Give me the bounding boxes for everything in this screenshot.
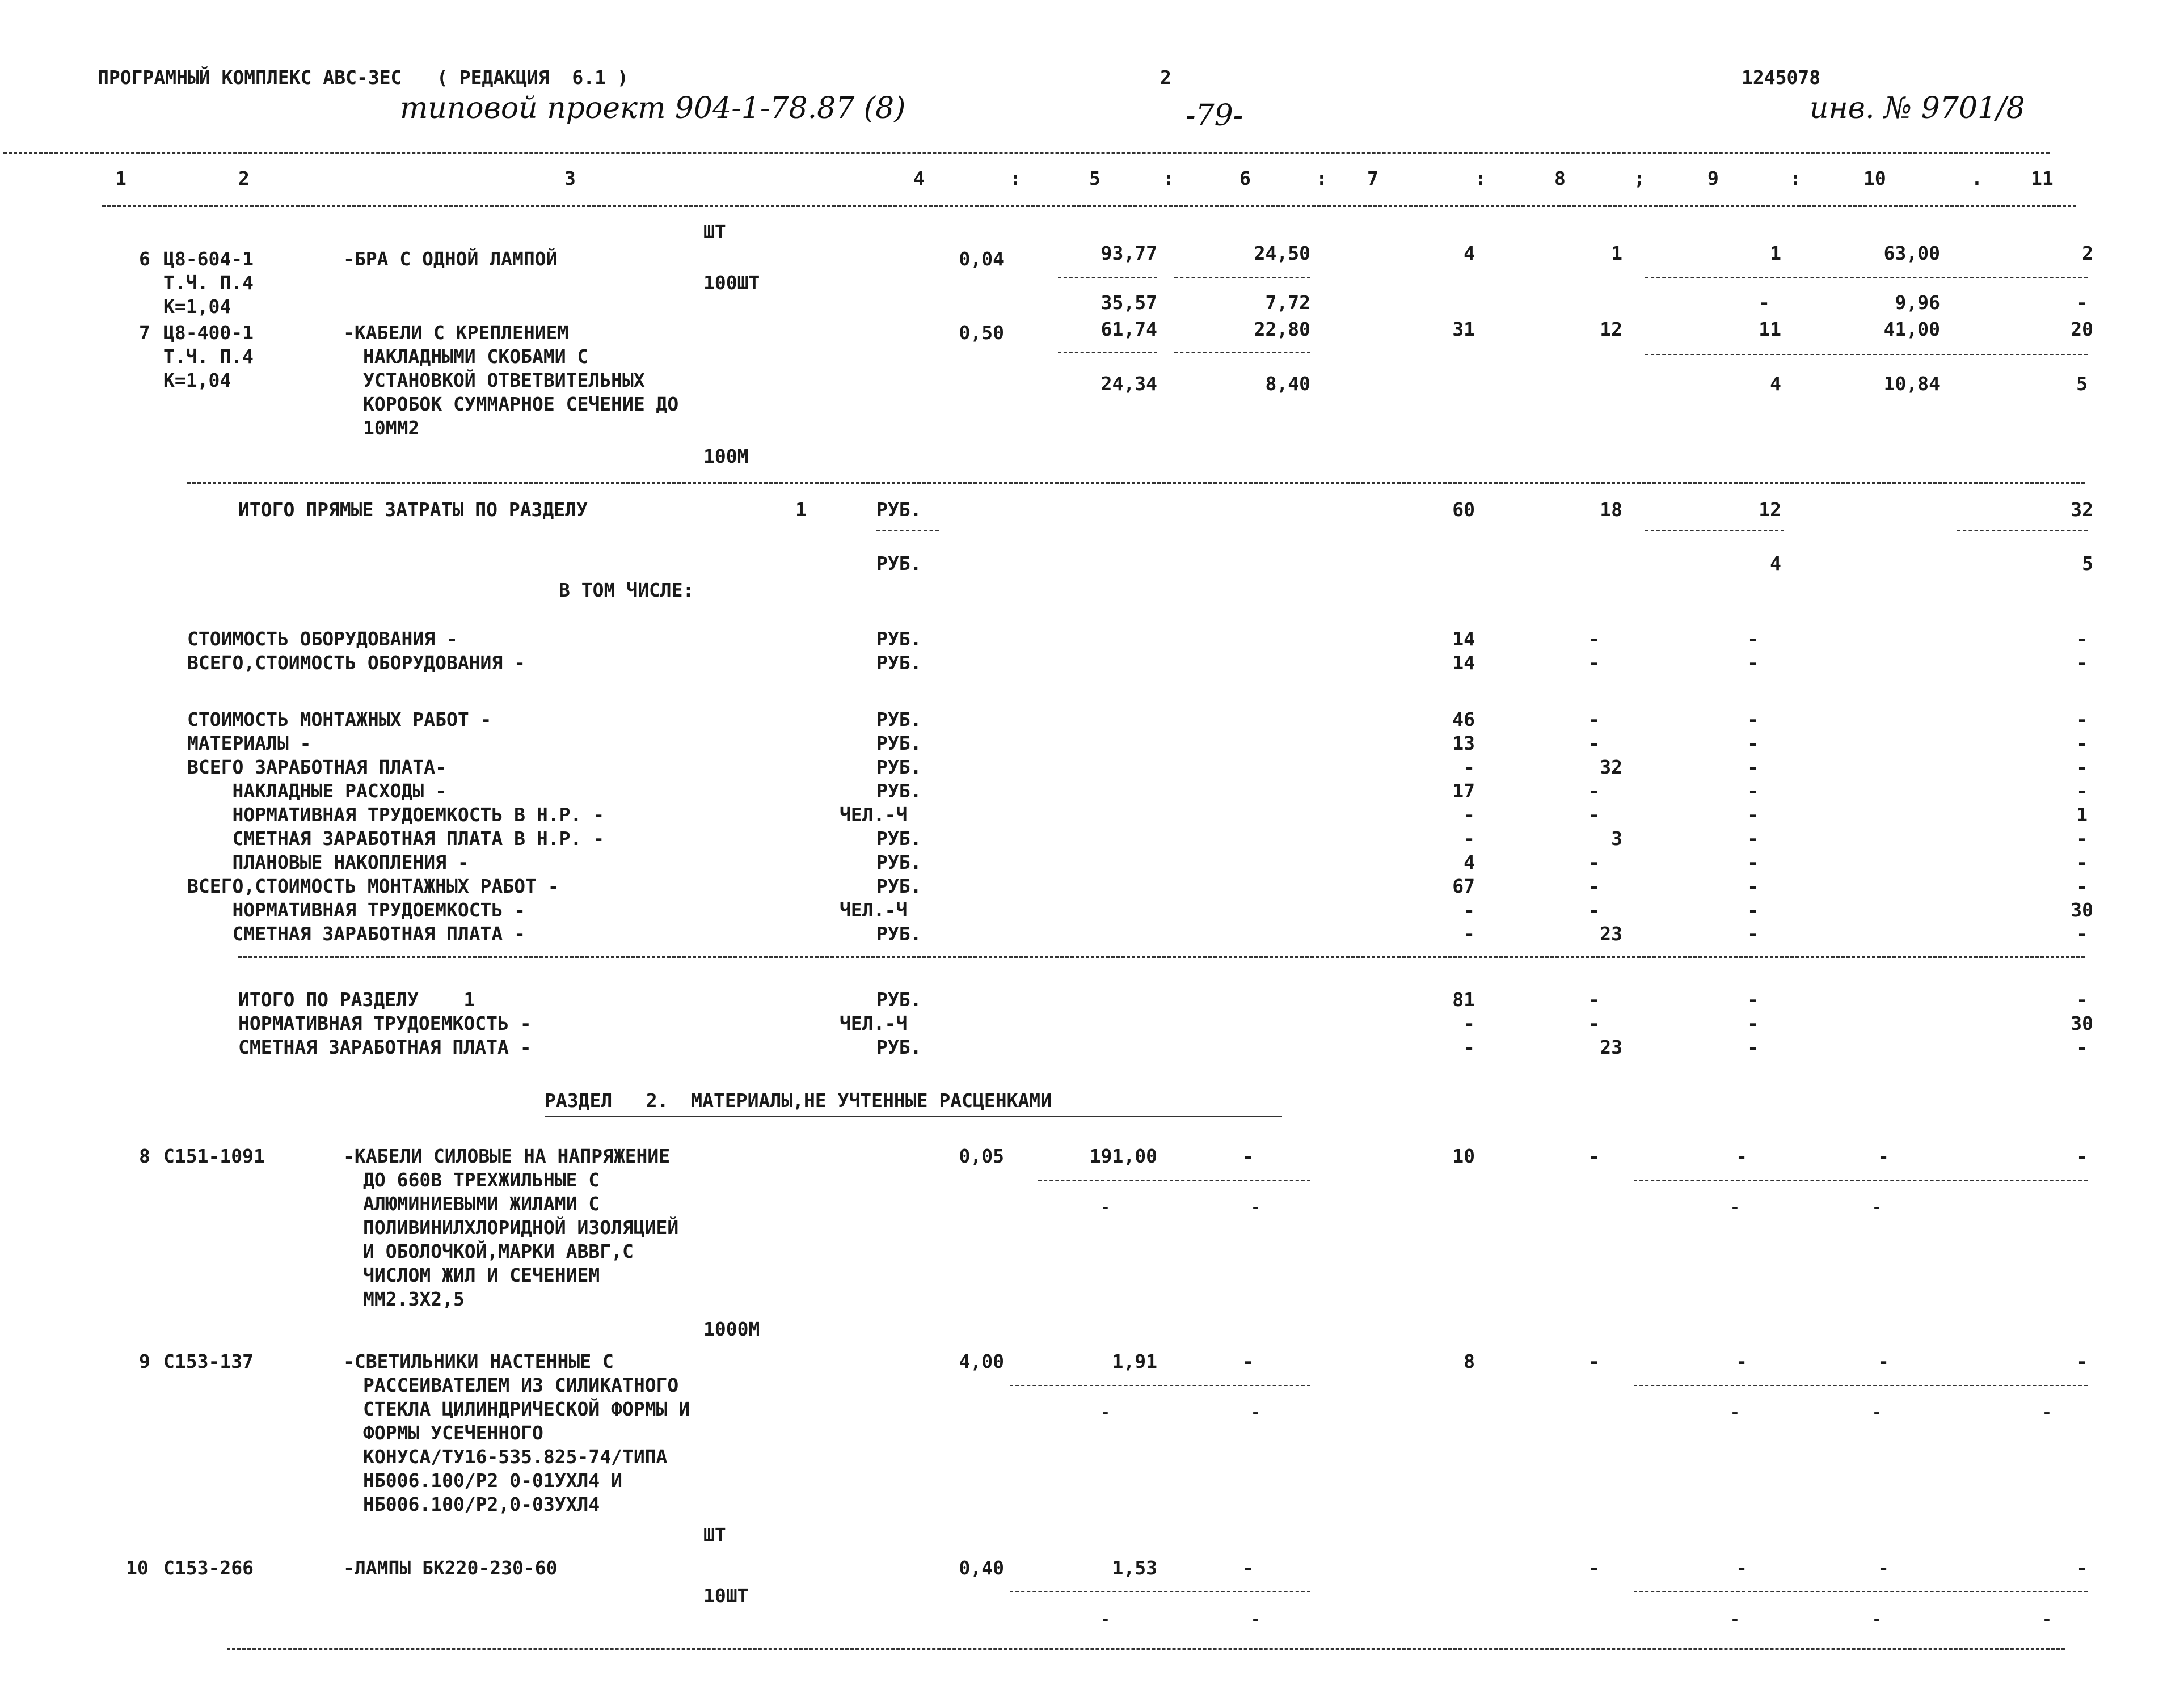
row6-col5: 93,77 <box>1101 242 1157 264</box>
row7-code: Ц8-400-1 <box>163 322 254 344</box>
row8-col9: - <box>1736 1145 1747 1167</box>
row8-col5: 191,00 <box>1089 1145 1157 1167</box>
breakdown-col7: 13 <box>1452 732 1475 754</box>
section-total-col9: - <box>1747 1036 1759 1058</box>
section-total-col8: - <box>1588 1012 1600 1034</box>
breakdown-label: СТОИМОСТЬ МОНТАЖНЫХ РАБОТ - <box>187 708 492 730</box>
col-sep-9: : <box>1790 167 1801 189</box>
row10-middle-rule <box>1010 1591 1310 1592</box>
breakdown-col11: - <box>2076 628 2088 650</box>
row6-code-line3: К=1,04 <box>163 295 231 318</box>
row7-col5: 61,74 <box>1101 318 1157 340</box>
row6-col6-rule <box>1174 277 1310 278</box>
row8-col8: - <box>1588 1145 1600 1167</box>
breakdown-unit: РУБ. <box>876 875 922 897</box>
row6-unit-top: ШТ <box>703 221 726 243</box>
row8-number: 8 <box>139 1145 150 1167</box>
breakdown-col7: 46 <box>1452 708 1475 730</box>
row6-col5-rule <box>1058 277 1157 278</box>
row7-quantity: 0,50 <box>959 322 1004 344</box>
row10-right-rule <box>1634 1591 2088 1592</box>
breakdown-unit: ЧЕЛ.-Ч <box>840 804 908 826</box>
row7-col5-rule <box>1058 352 1157 353</box>
breakdown-label: СМЕТНАЯ ЗАРАБОТНАЯ ПЛАТА - <box>187 923 526 945</box>
row7-name-line4: КОРОБОК СУММАРНОЕ СЕЧЕНИЕ ДО <box>363 393 679 415</box>
breakdown-col8: - <box>1588 628 1600 650</box>
rule-before-totals <box>187 482 2085 484</box>
breakdown-col8: - <box>1588 652 1600 674</box>
col-4: 4 <box>913 167 925 189</box>
breakdown-unit: РУБ. <box>876 628 922 650</box>
breakdown-col8: - <box>1588 780 1600 802</box>
row9-number: 9 <box>139 1350 150 1372</box>
breakdown-col9: - <box>1747 827 1759 850</box>
breakdown-col7: - <box>1464 923 1475 945</box>
breakdown-unit: РУБ. <box>876 780 922 802</box>
breakdown-col11: - <box>2076 851 2088 873</box>
row9-name-line6: НБ006.100/Р2 0-01УХЛ4 И <box>363 1469 622 1492</box>
row7-col10: 41,00 <box>1883 318 1940 340</box>
row6-code: Ц8-604-1 <box>163 248 254 270</box>
row6-right-rule <box>1645 277 2088 278</box>
row10-col11-second-mark: - <box>2042 1609 2052 1628</box>
row8-col6-second-mark: - <box>1251 1198 1260 1216</box>
breakdown-unit: РУБ. <box>876 708 922 730</box>
section-total-col8: 23 <box>1600 1036 1622 1058</box>
breakdown-col8: - <box>1588 708 1600 730</box>
row8-col9-second-mark: - <box>1730 1198 1740 1216</box>
rule-bottom <box>227 1648 2065 1650</box>
row7-right-rule <box>1645 354 2088 355</box>
col-6: 6 <box>1239 167 1251 189</box>
breakdown-unit: РУБ. <box>876 827 922 850</box>
breakdown-label: ВСЕГО,СТОИМОСТЬ МОНТАЖНЫХ РАБОТ - <box>187 875 559 897</box>
section-total-label: СМЕТНАЯ ЗАРАБОТНАЯ ПЛАТА - <box>238 1036 532 1058</box>
section-total-col11: - <box>2076 1036 2088 1058</box>
breakdown-col8: 3 <box>1611 827 1622 850</box>
section-total-col7: 81 <box>1452 988 1475 1011</box>
row6-code-line2: Т.Ч. П.4 <box>163 272 254 294</box>
section-total-label: НОРМАТИВНАЯ ТРУДОЕМКОСТЬ - <box>238 1012 532 1034</box>
section-total-col11: 30 <box>2071 1012 2093 1034</box>
breakdown-label: СТОИМОСТЬ ОБОРУДОВАНИЯ - <box>187 628 458 650</box>
breakdown-col7: - <box>1464 899 1475 921</box>
breakdown-col9: - <box>1747 804 1759 826</box>
row9-name-line1: -СВЕТИЛЬНИКИ НАСТЕННЫЕ С <box>343 1350 614 1372</box>
row6-quantity: 0,04 <box>959 248 1004 270</box>
breakdown-col7: - <box>1464 756 1475 778</box>
row7-name-line1: -КАБЕЛИ С КРЕПЛЕНИЕМ <box>343 322 569 344</box>
breakdown-unit: ЧЕЛ.-Ч <box>840 899 908 921</box>
row9-col8: - <box>1588 1350 1600 1372</box>
edition-label: ( РЕДАКЦИЯ 6.1 ) <box>437 66 629 88</box>
breakdown-col8: 23 <box>1600 923 1622 945</box>
col-5: 5 <box>1089 167 1101 189</box>
row10-col10-second-mark: - <box>1872 1609 1882 1628</box>
col-8: 8 <box>1554 167 1566 189</box>
header-rule-bottom <box>102 205 2076 207</box>
section-total-col8: - <box>1588 988 1600 1011</box>
breakdown-col8: - <box>1588 732 1600 754</box>
row8-unit: 1000М <box>703 1318 760 1340</box>
breakdown-unit: РУБ. <box>876 652 922 674</box>
col-sep-10: . <box>1971 167 1983 189</box>
breakdown-label: НАКЛАДНЫЕ РАСХОДЫ - <box>187 780 446 802</box>
col-11: 11 <box>2031 167 2054 189</box>
row6-name: -БРА С ОДНОЙ ЛАМПОЙ <box>343 248 558 270</box>
totals-col11-second: 5 <box>2082 552 2093 574</box>
inventory-number-handwritten: инв. № 9701/8 <box>1810 91 2025 125</box>
row9-col9: - <box>1736 1350 1747 1372</box>
row7-col9: 11 <box>1759 318 1781 340</box>
breakdown-col11: 1 <box>2076 804 2088 826</box>
breakdown-unit: РУБ. <box>876 923 922 945</box>
breakdown-label: ВСЕГО,СТОИМОСТЬ ОБОРУДОВАНИЯ - <box>187 652 526 674</box>
program-title: ПРОГРАМНЫЙ КОМПЛЕКС АВС-ЗЕС <box>98 66 402 88</box>
row10-col5-second-mark: - <box>1101 1609 1110 1628</box>
row10-col10: - <box>1878 1557 1889 1579</box>
breakdown-col9: - <box>1747 628 1759 650</box>
row9-unit: ШТ <box>703 1524 726 1546</box>
row10-name-line1: -ЛАМПЫ БК220-230-60 <box>343 1557 558 1579</box>
row9-quantity: 4,00 <box>959 1350 1004 1372</box>
breakdown-unit: РУБ. <box>876 851 922 873</box>
breakdown-col9: - <box>1747 875 1759 897</box>
row9-col11: - <box>2076 1350 2088 1372</box>
row9-col6-second-mark: - <box>1251 1403 1260 1422</box>
totals-col9: 12 <box>1759 499 1781 521</box>
section-total-col7: - <box>1464 1036 1475 1058</box>
breakdown-col7: 67 <box>1452 875 1475 897</box>
row7-col7: 31 <box>1452 318 1475 340</box>
col-sep-7: : <box>1475 167 1486 189</box>
row10-number: 10 <box>126 1557 149 1579</box>
row7-name-line3: УСТАНОВКОЙ ОТВЕТВИТЕЛЬНЫХ <box>363 369 645 391</box>
breakdown-col9: - <box>1747 923 1759 945</box>
breakdown-col8: 32 <box>1600 756 1622 778</box>
breakdown-col9: - <box>1747 780 1759 802</box>
breakdown-col9: - <box>1747 851 1759 873</box>
breakdown-col8: - <box>1588 899 1600 921</box>
breakdown-label: ПЛАНОВЫЕ НАКОПЛЕНИЯ - <box>187 851 469 873</box>
row6-col5-second: 35,57 <box>1101 292 1157 314</box>
row6-col6: 24,50 <box>1254 242 1310 264</box>
project-title-handwritten: типовой проект 904-1-78.87 (8) <box>400 91 906 125</box>
breakdown-col11: 30 <box>2071 899 2093 921</box>
row6-col11-second: - <box>2076 292 2088 314</box>
col-7: 7 <box>1367 167 1378 189</box>
row9-name-line4: ФОРМЫ УСЕЧЕННОГО <box>363 1422 543 1444</box>
row6-col6-second: 7,72 <box>1265 292 1310 314</box>
row8-col6: - <box>1242 1145 1254 1167</box>
breakdown-col8: - <box>1588 851 1600 873</box>
row7-col11-second: 5 <box>2076 373 2088 395</box>
section-total-col11: - <box>2076 988 2088 1011</box>
row10-code: С153-266 <box>163 1557 254 1579</box>
totals-col8: 18 <box>1600 499 1622 521</box>
breakdown-col11: - <box>2076 708 2088 730</box>
row7-number: 7 <box>139 322 150 344</box>
col-3: 3 <box>564 167 576 189</box>
row9-name-line7: НБ006.100/Р2,0-03УХЛ4 <box>363 1493 600 1515</box>
col-9: 9 <box>1707 167 1719 189</box>
row7-col6-rule <box>1174 352 1310 353</box>
row10-unit: 10ШТ <box>703 1585 749 1607</box>
row6-unit: 100ШТ <box>703 272 760 294</box>
row10-quantity: 0,40 <box>959 1557 1004 1579</box>
section-total-unit: ЧЕЛ.-Ч <box>840 1012 908 1034</box>
breakdown-unit: РУБ. <box>876 756 922 778</box>
row7-col10-second: 10,84 <box>1883 373 1940 395</box>
breakdown-col9: - <box>1747 899 1759 921</box>
row6-col11: 2 <box>2082 242 2093 264</box>
row10-col6-second-mark: - <box>1251 1609 1260 1628</box>
row9-col5-second-mark: - <box>1101 1403 1110 1422</box>
totals-col9-rule <box>1645 530 1784 531</box>
row10-col5: 1,53 <box>1112 1557 1157 1579</box>
row9-col10-second-mark: - <box>1872 1403 1882 1422</box>
row6-col9: 1 <box>1770 242 1781 264</box>
row7-col9-second: 4 <box>1770 373 1781 395</box>
row10-col9-second-mark: - <box>1730 1609 1740 1628</box>
totals-unit-second: РУБ. <box>876 552 922 574</box>
document-code: 1245078 <box>1742 66 1821 88</box>
breakdown-col11: - <box>2076 732 2088 754</box>
row7-code-line3: К=1,04 <box>163 369 231 391</box>
row9-col9-second-mark: - <box>1730 1403 1740 1422</box>
col-sep-8: ; <box>1634 167 1645 189</box>
totals-label: ИТОГО ПРЯМЫЕ ЗАТРАТЫ ПО РАЗДЕЛУ <box>238 499 588 521</box>
breakdown-col9: - <box>1747 708 1759 730</box>
breakdown-col11: - <box>2076 827 2088 850</box>
totals-col9-second: 4 <box>1770 552 1781 574</box>
row8-right-rule <box>1634 1180 2088 1181</box>
row8-col5-second-mark: - <box>1101 1198 1110 1216</box>
totals-unit-rule <box>876 530 939 531</box>
breakdown-col8: - <box>1588 875 1600 897</box>
breakdown-label: ВСЕГО ЗАРАБОТНАЯ ПЛАТА- <box>187 756 446 778</box>
row8-name-line4: ПОЛИВИНИЛХЛОРИДНОЙ ИЗОЛЯЦИЕЙ <box>363 1216 679 1239</box>
breakdown-col7: 14 <box>1452 652 1475 674</box>
row6-col8: 1 <box>1611 242 1622 264</box>
row8-middle-rule <box>1038 1180 1310 1181</box>
col-sep-5: : <box>1163 167 1174 189</box>
row7-col6: 22,80 <box>1254 318 1310 340</box>
row6-col10: 63,00 <box>1883 242 1940 264</box>
row8-col7: 10 <box>1452 1145 1475 1167</box>
breakdown-unit: РУБ. <box>876 732 922 754</box>
section-total-unit: РУБ. <box>876 988 922 1011</box>
breakdown-col11: - <box>2076 756 2088 778</box>
row10-col9: - <box>1736 1557 1747 1579</box>
breakdown-label: НОРМАТИВНАЯ ТРУДОЕМКОСТЬ В Н.Р. - <box>187 804 605 826</box>
row8-col10-second-mark: - <box>1872 1198 1882 1216</box>
header-rule-top <box>3 152 2050 154</box>
row8-name-line3: АЛЮМИНИЕВЫМИ ЖИЛАМИ С <box>363 1193 600 1215</box>
row7-name-line2: НАКЛАДНЫМИ СКОБАМИ С <box>363 345 589 367</box>
row8-col11: - <box>2076 1145 2088 1167</box>
totals-col11-rule <box>1957 530 2088 531</box>
col-sep-6: : <box>1316 167 1327 189</box>
section-total-col9: - <box>1747 1012 1759 1034</box>
breakdown-col11: - <box>2076 923 2088 945</box>
row9-code: С153-137 <box>163 1350 254 1372</box>
breakdown-col8: - <box>1588 804 1600 826</box>
section2-title-underline <box>545 1116 1282 1118</box>
row6-col10-second: 9,96 <box>1895 292 1940 314</box>
section-total-col9: - <box>1747 988 1759 1011</box>
section-total-col7: - <box>1464 1012 1475 1034</box>
totals-section-number: 1 <box>795 499 807 521</box>
breakdown-col7: - <box>1464 827 1475 850</box>
breakdown-col11: - <box>2076 780 2088 802</box>
including-label: В ТОМ ЧИСЛЕ: <box>559 579 694 601</box>
section-total-unit: РУБ. <box>876 1036 922 1058</box>
row9-name-line5: КОНУСА/ТУ16-535.825-74/ТИПА <box>363 1446 668 1468</box>
row6-col9-second: - <box>1759 292 1770 314</box>
breakdown-col11: - <box>2076 652 2088 674</box>
row9-col11-second-mark: - <box>2042 1403 2052 1422</box>
breakdown-label: МАТЕРИАЛЫ - <box>187 732 311 754</box>
page-number-handwritten: -79- <box>1186 99 1243 133</box>
section2-title: РАЗДЕЛ 2. МАТЕРИАЛЫ,НЕ УЧТЕННЫЕ РАСЦЕНКАМИ <box>545 1089 1052 1112</box>
sheet-number: 2 <box>1160 66 1171 88</box>
breakdown-col9: - <box>1747 732 1759 754</box>
row8-name-line5: И ОБОЛОЧКОЙ,МАРКИ АВВГ,С <box>363 1240 634 1262</box>
breakdown-col9: - <box>1747 652 1759 674</box>
breakdown-col11: - <box>2076 875 2088 897</box>
row8-name-line6: ЧИСЛОМ ЖИЛ И СЕЧЕНИЕМ <box>363 1264 600 1286</box>
col-2: 2 <box>238 167 250 189</box>
row7-col11: 20 <box>2071 318 2093 340</box>
breakdown-col7: 4 <box>1464 851 1475 873</box>
row6-col7: 4 <box>1464 242 1475 264</box>
row7-name-line5: 10ММ2 <box>363 417 420 439</box>
row8-name-line2: ДО 660В ТРЕХЖИЛЬНЫЕ С <box>363 1169 600 1191</box>
row7-col5-second: 24,34 <box>1101 373 1157 395</box>
totals-col11: 32 <box>2071 499 2093 521</box>
col-10: 10 <box>1863 167 1886 189</box>
row7-code-line2: Т.Ч. П.4 <box>163 345 254 367</box>
breakdown-col7: 14 <box>1452 628 1475 650</box>
row8-name-line1: -КАБЕЛИ СИЛОВЫЕ НА НАПРЯЖЕНИЕ <box>343 1145 671 1167</box>
totals-col7: 60 <box>1452 499 1475 521</box>
row9-middle-rule <box>1010 1385 1310 1386</box>
row8-code: С151-1091 <box>163 1145 265 1167</box>
breakdown-label: НОРМАТИВНАЯ ТРУДОЕМКОСТЬ - <box>187 899 526 921</box>
breakdown-col7: - <box>1464 804 1475 826</box>
section-total-label: ИТОГО ПО РАЗДЕЛУ 1 <box>238 988 475 1011</box>
row7-col8: 12 <box>1600 318 1622 340</box>
row10-col8: - <box>1588 1557 1600 1579</box>
row10-col11: - <box>2076 1557 2088 1579</box>
row9-name-line2: РАССЕИВАТЕЛЕМ ИЗ СИЛИКАТНОГО <box>363 1374 679 1396</box>
breakdown-col9: - <box>1747 756 1759 778</box>
breakdown-label: СМЕТНАЯ ЗАРАБОТНАЯ ПЛАТА В Н.Р. - <box>187 827 605 850</box>
col-1: 1 <box>115 167 127 189</box>
col-sep-4: : <box>1010 167 1021 189</box>
totals-unit: РУБ. <box>876 499 922 521</box>
row9-col7: 8 <box>1464 1350 1475 1372</box>
row8-col10: - <box>1878 1145 1889 1167</box>
row10-col6: - <box>1242 1557 1254 1579</box>
row9-name-line3: СТЕКЛА ЦИЛИНДРИЧЕСКОЙ ФОРМЫ И <box>363 1398 690 1420</box>
row7-unit: 100М <box>703 445 749 467</box>
rule-before-section-total <box>238 956 2085 958</box>
row9-col6: - <box>1242 1350 1254 1372</box>
row8-name-line7: ММ2.3Х2,5 <box>363 1288 465 1310</box>
row9-right-rule <box>1634 1385 2088 1386</box>
row6-number: 6 <box>139 248 150 270</box>
row9-col5: 1,91 <box>1112 1350 1157 1372</box>
row9-col10: - <box>1878 1350 1889 1372</box>
row7-col6-second: 8,40 <box>1265 373 1310 395</box>
breakdown-col7: 17 <box>1452 780 1475 802</box>
row8-quantity: 0,05 <box>959 1145 1004 1167</box>
